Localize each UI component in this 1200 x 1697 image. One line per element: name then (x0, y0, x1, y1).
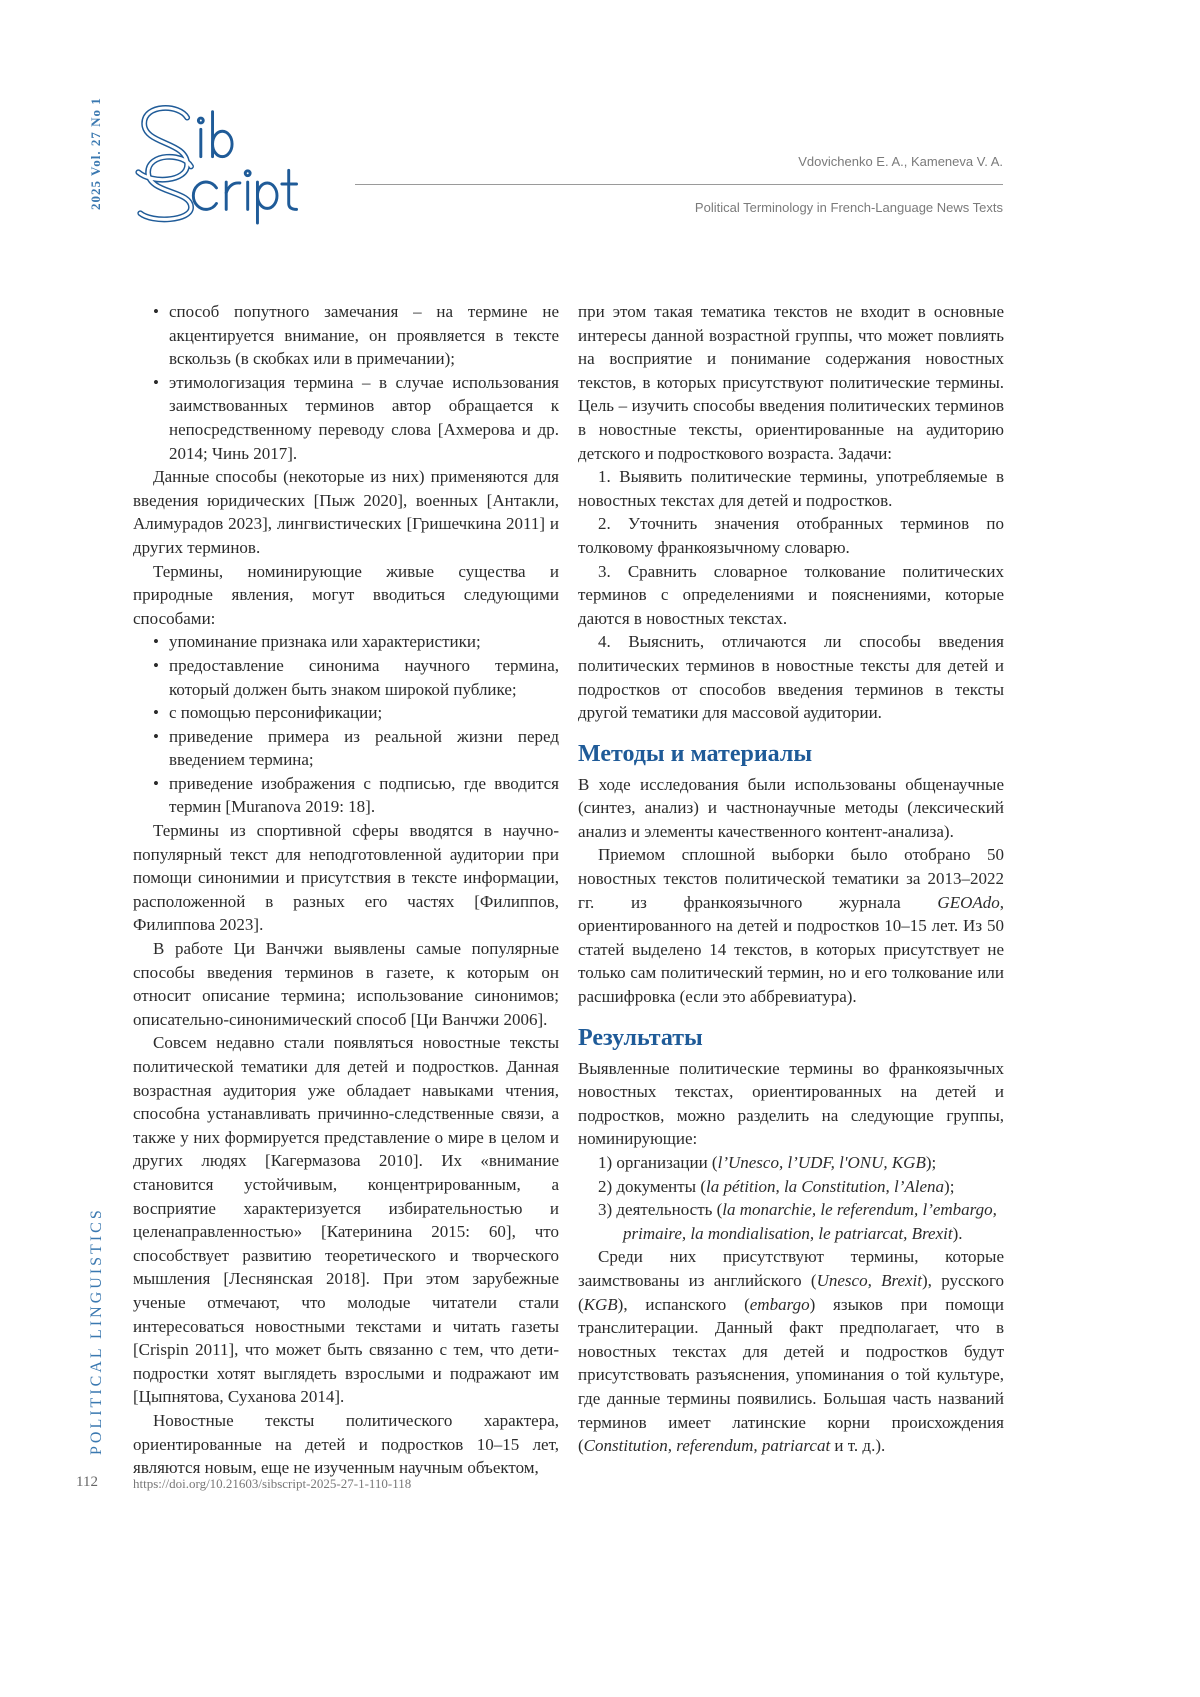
text: 2) документы ( (598, 1177, 706, 1196)
bullet-list-nature-terms (133, 630, 559, 819)
doi-link[interactable]: https://doi.org/10.21603/sibscript-2025-27-1-110-118 (133, 1476, 411, 1492)
terms: Unesco, Brexit (817, 1271, 922, 1290)
terms: KGB (584, 1295, 618, 1314)
section-heading-results: Результаты (578, 1023, 1004, 1053)
text: и т. д.). (830, 1436, 885, 1455)
header-divider (355, 184, 1003, 185)
text: ); (926, 1153, 936, 1172)
text: 1) организации ( (598, 1153, 718, 1172)
text: ), русского ( (578, 1271, 1004, 1314)
volume-label: 2025 Vol. 27 No 1 (88, 97, 104, 210)
text: ). (953, 1224, 963, 1243)
list-item (598, 1175, 1004, 1199)
paragraph (578, 843, 1004, 1008)
terms: embargo (750, 1295, 810, 1314)
task-item: 4. Выяснить, отличаются ли способы введения политических терминов в новостные тексты для детей и подростков от способов введения терминов в тексты другой тематики для массовой аудитории. (578, 630, 1004, 724)
section-heading-methods: Методы и материалы (578, 739, 1004, 769)
terms: Constitution, referendum, patriarcat (584, 1436, 831, 1455)
terms: la monarchie, le referendum, l’embargo, primaire, la mondialisation, le patriarcat, Brexit (623, 1200, 997, 1243)
list-item: • приведение изображения с подписью, где вводится термин [Muranova 2019: 18]. (169, 772, 559, 819)
paragraph: Термины из спортивной сферы вводятся в научно-популярный текст для неподготовленной аудитории при помощи синонимии и присутствия в тексте информации, расположенной в разных его частях [Филиппов, Филиппова 2023]. (133, 819, 559, 937)
list-item: • приведение примера из реальной жизни перед введением термина; (169, 725, 559, 772)
section-label: POLITICAL LINGUISTICS (88, 1207, 106, 1455)
left-column (133, 300, 559, 1480)
paragraph: Совсем недавно стали появляться новостные тексты политической тематики для детей и подростков. Данная возрастная аудитория уже обладает навыками чтения, способна устанавливать причинно-следственные связи, а также у них формируется представление о мире в целом и других людях [Кагермазова 2010]. Их «внимание становится устойчивым, концентрированным, а восприятие характеризуется избирательностью и целенаправленностью» [Катеринина 2015: 60], что способствует развитию теоретического и творческого мышления [Леснянская 2018]. При этом зарубежные ученые отмечают, что молодые читатели стали интересоваться новостными текстами и читать газеты [Crispin 2011], что может быть связанно с тем, что дети-подростки хотят выглядеть взрослыми и подражают им [Цыпнятова, Суханова 2014]. (133, 1031, 559, 1409)
list-item: • этимологизация термина – в случае использования заимствованных терминов автор обращается к непосредственному переводу слова [Ахмерова и др. 2014; Чинь 2017]. (169, 371, 559, 465)
text: Приемом сплошной выборки было отобрано 50 новостных текстов политической тематики за 2013–2022 гг. из франкоязычного журнала (578, 845, 1004, 911)
list-item: • способ попутного замечания – на термине не акцентируется внимание, он проявляется в тексте вскользь (в скобках или в примечании); (169, 300, 559, 371)
terms: l’Unesco, l’UDF, l'ONU, KGB (718, 1153, 926, 1172)
running-header-authors: Vdovichenko E. A., Kameneva V. A. (798, 154, 1003, 169)
bullet-list-intro-methods (133, 300, 559, 465)
right-column (578, 300, 1004, 1458)
list-item: • с помощью персонификации; (169, 701, 559, 725)
paragraph: Новостные тексты политического характера, ориентированные на детей и подростков 10–15 лет, являются новым, еще не изученным научным объектом, (133, 1409, 559, 1480)
paragraph: при этом такая тематика текстов не входит в основные интересы данной возрастной группы, что может повлиять на восприятие и понимание содержания новостных текстов, в которых присутствуют политические термины. Цель – изучить способы введения политических терминов в новостные тексты, ориентированные на аудиторию детского и подросткового возраста. Задачи: (578, 300, 1004, 465)
page-number: 112 (76, 1474, 98, 1491)
list-item (598, 1151, 1004, 1175)
term-groups-list (578, 1151, 1004, 1245)
text: ) языков при помощи транслитерации. Данный факт предполагает, что в новостных текстах для детей и подростков будут присутствовать разъяснения, упоминания о той культуре, где данные термины появились. Большая часть названий терминов имеет латинские корни происхождения ( (578, 1295, 1004, 1456)
task-item: 3. Сравнить словарное толкование политических терминов с определениями и пояснениями, которые даются в новостных текстах. (578, 560, 1004, 631)
running-header-title: Political Terminology in French-Language News Texts (695, 200, 1003, 215)
paragraph: В работе Ци Ванчжи выявлены самые популярные способы введения терминов в газете, к которым он относит описание термина; использование синонимов; описательно-синонимический способ [Ци Ванчжи 2006]. (133, 937, 559, 1031)
list-item (598, 1198, 1004, 1245)
list-item: • предоставление синонима научного термина, который должен быть знаком широкой публике; (169, 654, 559, 701)
task-item: 2. Уточнить значения отобранных терминов по толковому франкоязычному словарю. (578, 512, 1004, 559)
text: 3) деятельность ( (598, 1200, 722, 1219)
text: Среди них присутствуют термины, которые заимствованы из английского ( (578, 1247, 1004, 1290)
paragraph: Термины, номинирующие живые существа и природные явления, могут вводиться следующими способами: (133, 560, 559, 631)
text: ); (944, 1177, 954, 1196)
text: ), испанского ( (618, 1295, 750, 1314)
journal-logo (130, 100, 340, 225)
terms: la pétition, la Constitution, l’Alena (706, 1177, 944, 1196)
paragraph: Данные способы (некоторые из них) применяются для введения юридических [Пыж 2020], военных [Антакли, Алимурадов 2023], лингвистических [Гришечкина 2011] и других терминов. (133, 465, 559, 559)
paragraph (578, 1245, 1004, 1457)
paragraph: В ходе исследования были использованы общенаучные (синтез, анализ) и частнонаучные методы (лексический анализ и элементы качественного контент-анализа). (578, 773, 1004, 844)
text: , ориентированного на детей и подростков 10–15 лет. Из 50 статей выделено 14 текстов, в которых присутствует не только сам политический термин, но и его толкование или расшифровка (если это аббревиатура). (578, 893, 1004, 1006)
list-item: • упоминание признака или характеристики; (169, 630, 559, 654)
task-item: 1. Выявить политические термины, употребляемые в новостных текстах для детей и подростков. (578, 465, 1004, 512)
journal-name: GEOAdo (937, 893, 999, 912)
paragraph: Выявленные политические термины во франкоязычных новостных текстах, ориентированных на детей и подростков, можно разделить на следующие группы, номинирующие: (578, 1057, 1004, 1151)
